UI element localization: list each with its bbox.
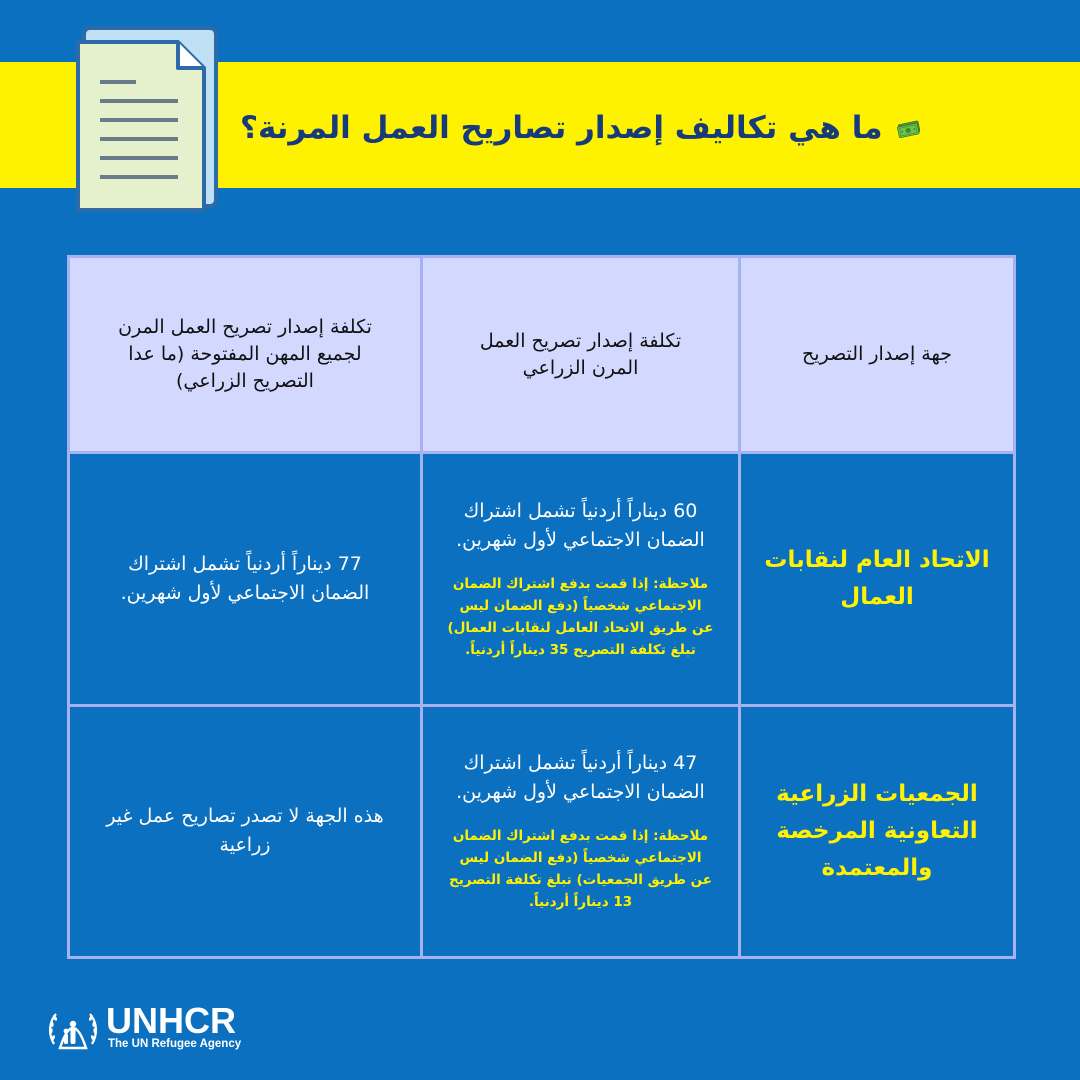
column-header-open-cost-text: تكلفة إصدار تصريح العمل المرن لجميع المهن المفتوحة (ما عدا التصريح الزراعي) <box>118 316 372 393</box>
open-cost-cell <box>69 705 422 957</box>
document-icon <box>74 26 224 216</box>
table-header-row <box>69 257 1015 453</box>
money-icon <box>897 102 920 154</box>
column-header-agri-cost <box>422 257 740 453</box>
agri-cost-note: ملاحظة: إذا قمت بدفع اشتراك الضمان الاجتماعي شخصياً (دفع الضمان ليس عن طريق الاتحاد العامل لنقابات العمال) تبلغ تكلفة التصريح 35 ديناراً أردنياً. <box>447 575 714 658</box>
page-title: ما هي تكاليف إصدار تصاريح العمل المرنة؟ <box>240 110 883 146</box>
agri-cost-note: ملاحظة: إذا قمت بدفع اشتراك الضمان الاجتماعي شخصياً (دفع الضمان ليس عن طريق الجمعيات) تبلغ تكلفة التصريح 13 ديناراً أردنياً. <box>449 828 712 911</box>
table-row <box>69 453 1015 705</box>
open-cost-text: 77 ديناراً أردنياً تشمل اشتراك الضمان الاجتماعي لأول شهرين. <box>120 552 370 604</box>
issuer-cell <box>740 705 1015 957</box>
open-cost-cell <box>69 453 422 705</box>
logo-tagline: The UN Refugee Agency <box>108 1038 242 1050</box>
logo-name: UNHCR <box>106 1000 236 1041</box>
agri-cost-text: 60 ديناراً أردنياً تشمل اشتراك الضمان الاجتماعي لأول شهرين. <box>456 499 705 551</box>
issuer-text: الجمعيات الزراعية التعاونية المرخصة والمعتمدة <box>776 780 978 881</box>
agri-cost-text: 47 ديناراً أردنياً تشمل اشتراك الضمان الاجتماعي لأول شهرين. <box>456 752 705 804</box>
column-header-open-cost <box>69 257 422 453</box>
column-header-issuer: جهة إصدار التصريح <box>740 257 1015 453</box>
table-row <box>69 705 1015 957</box>
open-cost-text: هذه الجهة لا تصدر تصاريح عمل غير زراعية <box>106 805 384 857</box>
agri-cost-cell <box>422 453 740 705</box>
title-row <box>240 98 920 158</box>
issuer-text: الاتحاد العام لنقابات العمال <box>764 546 990 610</box>
unhcr-emblem-icon <box>46 1004 100 1054</box>
cost-table <box>67 255 1016 959</box>
issuer-cell <box>740 453 1015 705</box>
unhcr-logo <box>46 1000 266 1060</box>
column-header-agri-cost-text: تكلفة إصدار تصريح العمل المرن الزراعي <box>479 329 682 379</box>
agri-cost-cell <box>422 705 740 957</box>
